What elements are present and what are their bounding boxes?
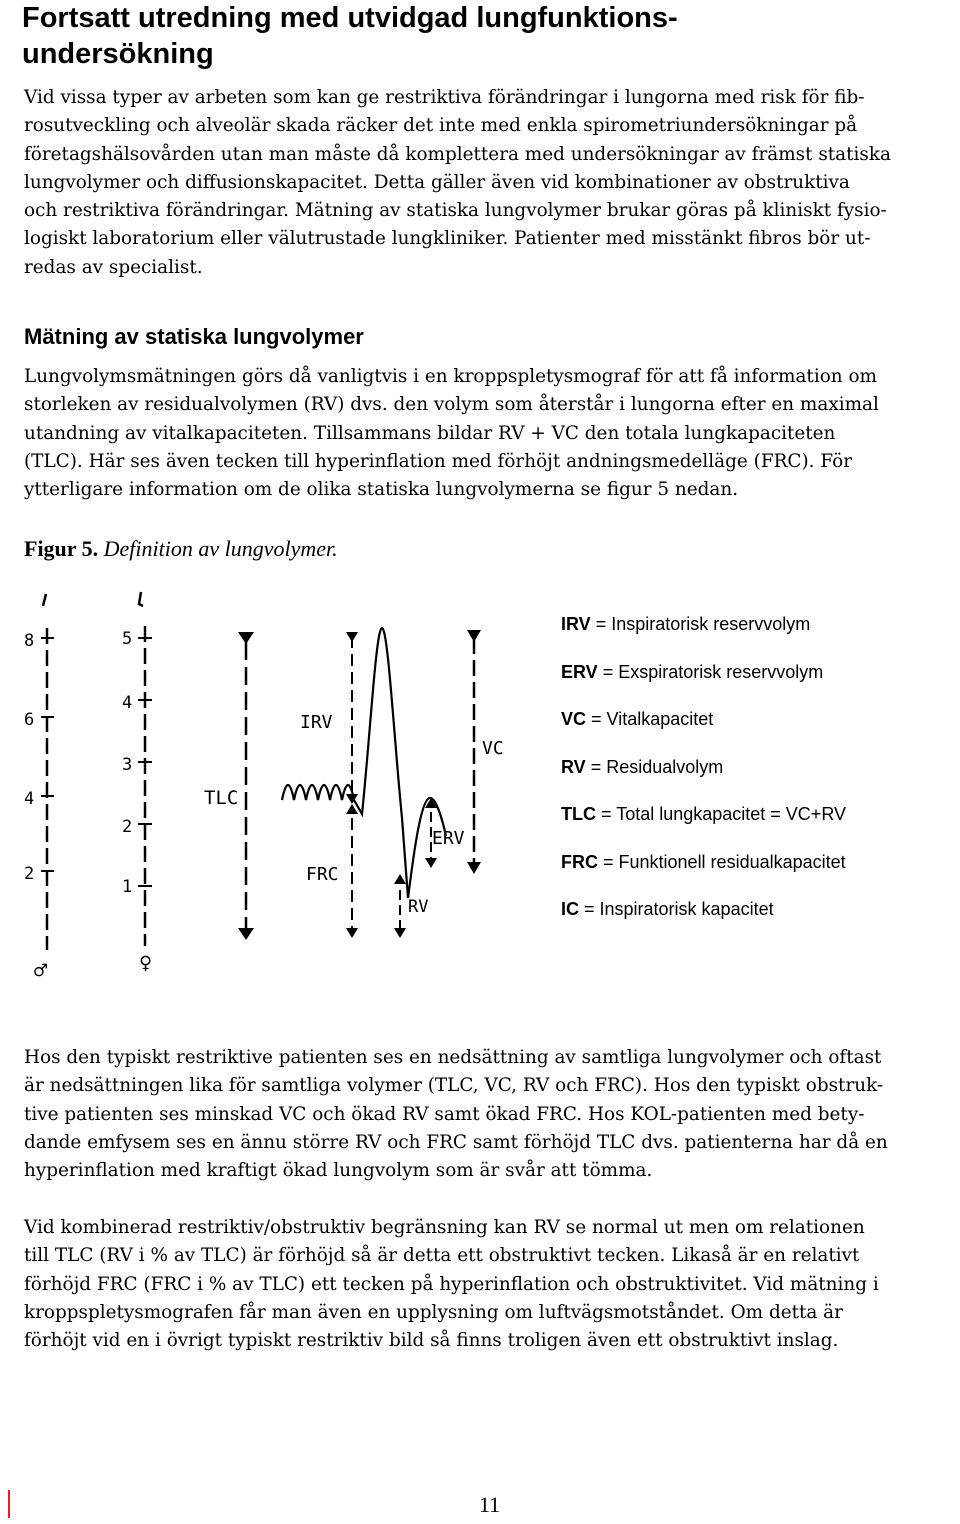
text-line: storleken av residualvolymen (RV) dvs. den volym som återstår i lungorna efter en maximal (24, 394, 879, 416)
frc-label: FRC (306, 864, 339, 885)
rv-arrow (394, 874, 428, 938)
tlc-arrow (204, 632, 254, 940)
rv-label: RV (408, 897, 429, 917)
figure-caption (24, 534, 338, 564)
legend-abbr: ERV (561, 661, 598, 682)
section-heading: Mätning av statiska lungvolymer (24, 324, 364, 349)
scale-tick-label: 3 (122, 755, 133, 775)
legend-def: = Vitalkapacitet (586, 709, 714, 729)
legend-item (561, 802, 951, 850)
legend-def: = Funktionell residualkapacitet (598, 851, 846, 872)
text-line: tive patienten ses minskad VC och ökad RV samt ökad FRC. Hos KOL-patienten med bety- (24, 1103, 865, 1125)
text-line: dande emfysem ses en ännu större RV och FRC samt förhöjd TLC dvs. patienterna har då en (24, 1131, 888, 1153)
scale-top-mark (139, 592, 143, 606)
figure-caption-text: Definition av lungvolymer. (103, 536, 338, 561)
section-paragraph (24, 363, 954, 504)
irv-label: IRV (300, 712, 333, 733)
text-line: företagshälsovården utan man måste då komplettera med undersökningar av främst statiska (24, 143, 891, 165)
text-line: (TLC). Här ses även tecken till hyperinflation med förhöjt andningsmedelläge (FRC). För (24, 450, 852, 472)
legend-abbr: VC (561, 709, 587, 729)
text-line: till TLC (RV i % av TLC) är förhöjd så är detta ett obstruktivt tecken. Likaså är en relativt (24, 1245, 860, 1267)
page-number: 11 (479, 1492, 501, 1517)
legend-def: = Residualvolym (585, 756, 724, 777)
legend-item (561, 897, 951, 945)
legend-def: = Inspiratorisk kapacitet (579, 899, 774, 919)
tlc-label: TLC (204, 787, 239, 809)
text-line: Lungvolymsmätningen görs då vanligtvis i en kroppspletysmograf för att få information om (24, 366, 877, 387)
legend-def: = Exspiratorisk reservvolym (597, 661, 824, 682)
vc-arrow (467, 630, 504, 874)
legend-def: = Total lungkapacitet = VC+RV (596, 804, 846, 824)
page-title (22, 0, 942, 72)
figure-label: Figur 5. (24, 536, 99, 561)
female-symbol-icon: ♀ (139, 951, 153, 976)
text-line: Vid kombinerad restriktiv/obstruktiv begränsning kan RV se normal ut men om relationen (24, 1217, 865, 1238)
erv-arrow (425, 798, 465, 868)
intro-paragraph (24, 84, 954, 282)
legend-item (561, 707, 951, 755)
scale-tick-label: 4 (122, 693, 133, 713)
body-paragraph (24, 1044, 954, 1185)
scale-tick-label: 2 (122, 817, 133, 837)
lung-volume-diagram (10, 568, 520, 988)
breathing-curve (282, 628, 446, 898)
irv-arrow (300, 632, 358, 804)
legend-def: = Inspiratorisk reservvolym (590, 614, 811, 634)
text-line: Hos den typiskt restriktive patienten ses en nedsättning av samtliga lungvolymer och oftast (24, 1047, 882, 1068)
text-line: kroppspletysmografen får man även en upplysning om luftvägsmotståndet. Om detta är (24, 1301, 843, 1323)
text-line: rosutveckling och alveolär skada räcker det inte med enkla spirometriundersökningar på (24, 115, 858, 137)
legend-abbr: IRV (561, 614, 591, 634)
legend-item (561, 850, 951, 898)
scale-top-mark (43, 594, 46, 606)
scale-tick-label: 2 (24, 864, 35, 884)
scale-tick-label: 5 (122, 629, 133, 649)
legend-item (561, 660, 951, 708)
frc-arrow (306, 804, 358, 938)
text-line: lungvolymer och diffusionskapacitet. Detta gäller även vid kombinationer av obstruktiva (24, 171, 850, 193)
text-line: är nedsättningen lika för samtliga volymer (TLC, VC, RV och FRC). Hos den typiskt obstruk- (24, 1075, 884, 1097)
male-symbol-icon: ♂ (34, 959, 48, 984)
text-line: logiskt laboratorium eller välutrustade lungkliniker. Patienter med misstänkt fibros bör ut- (24, 228, 871, 250)
text-line: förhöjd FRC (FRC i % av TLC) ett tecken på hyperinflation och obstruktivitet. Vid mätning i (24, 1273, 879, 1295)
title-line: undersökning (22, 38, 214, 70)
title-line: Fortsatt utredning med utvidgad lungfunktions- (22, 2, 678, 34)
text-line: ytterligare information om de olika statiska lungvolymerna se figur 5 nedan. (24, 479, 739, 501)
female-scale (122, 626, 152, 976)
text-line: och restriktiva förändringar. Mätning av statiska lungvolymer brukar göras på kliniskt fysio- (24, 200, 887, 222)
legend-item (561, 612, 951, 660)
legend-abbr: FRC (561, 851, 598, 872)
legend-item (561, 755, 951, 803)
male-scale (24, 628, 54, 984)
legend-abbr: IC (561, 899, 579, 919)
scale-tick-label: 6 (24, 710, 35, 730)
scale-tick-label: 4 (24, 789, 35, 809)
legend-abbr: RV (561, 756, 586, 777)
legend-abbr: TLC (561, 804, 596, 824)
text-line: hyperinflation med kraftigt ökad lungvolym som är svår att tömma. (24, 1160, 653, 1182)
erv-label: ERV (432, 828, 465, 849)
text-line: redas av specialist. (24, 256, 203, 278)
body-paragraph (24, 1214, 954, 1355)
vc-label: VC (482, 738, 504, 759)
text-line: förhöjt vid en i övrigt typiskt restriktiv bild så finns troligen även ett obstruktivt inslag. (24, 1330, 839, 1352)
revision-marker (8, 1490, 10, 1518)
scale-tick-label: 8 (24, 631, 35, 651)
scale-tick-label: 1 (122, 877, 133, 897)
text-line: utandning av vitalkapaciteten. Tillsammans bildar RV + VC den totala lungkapaciteten (24, 422, 836, 444)
text-line: Vid vissa typer av arbeten som kan ge restriktiva förändringar i lungorna med risk för fib- (24, 87, 865, 108)
figure-legend (561, 612, 951, 945)
